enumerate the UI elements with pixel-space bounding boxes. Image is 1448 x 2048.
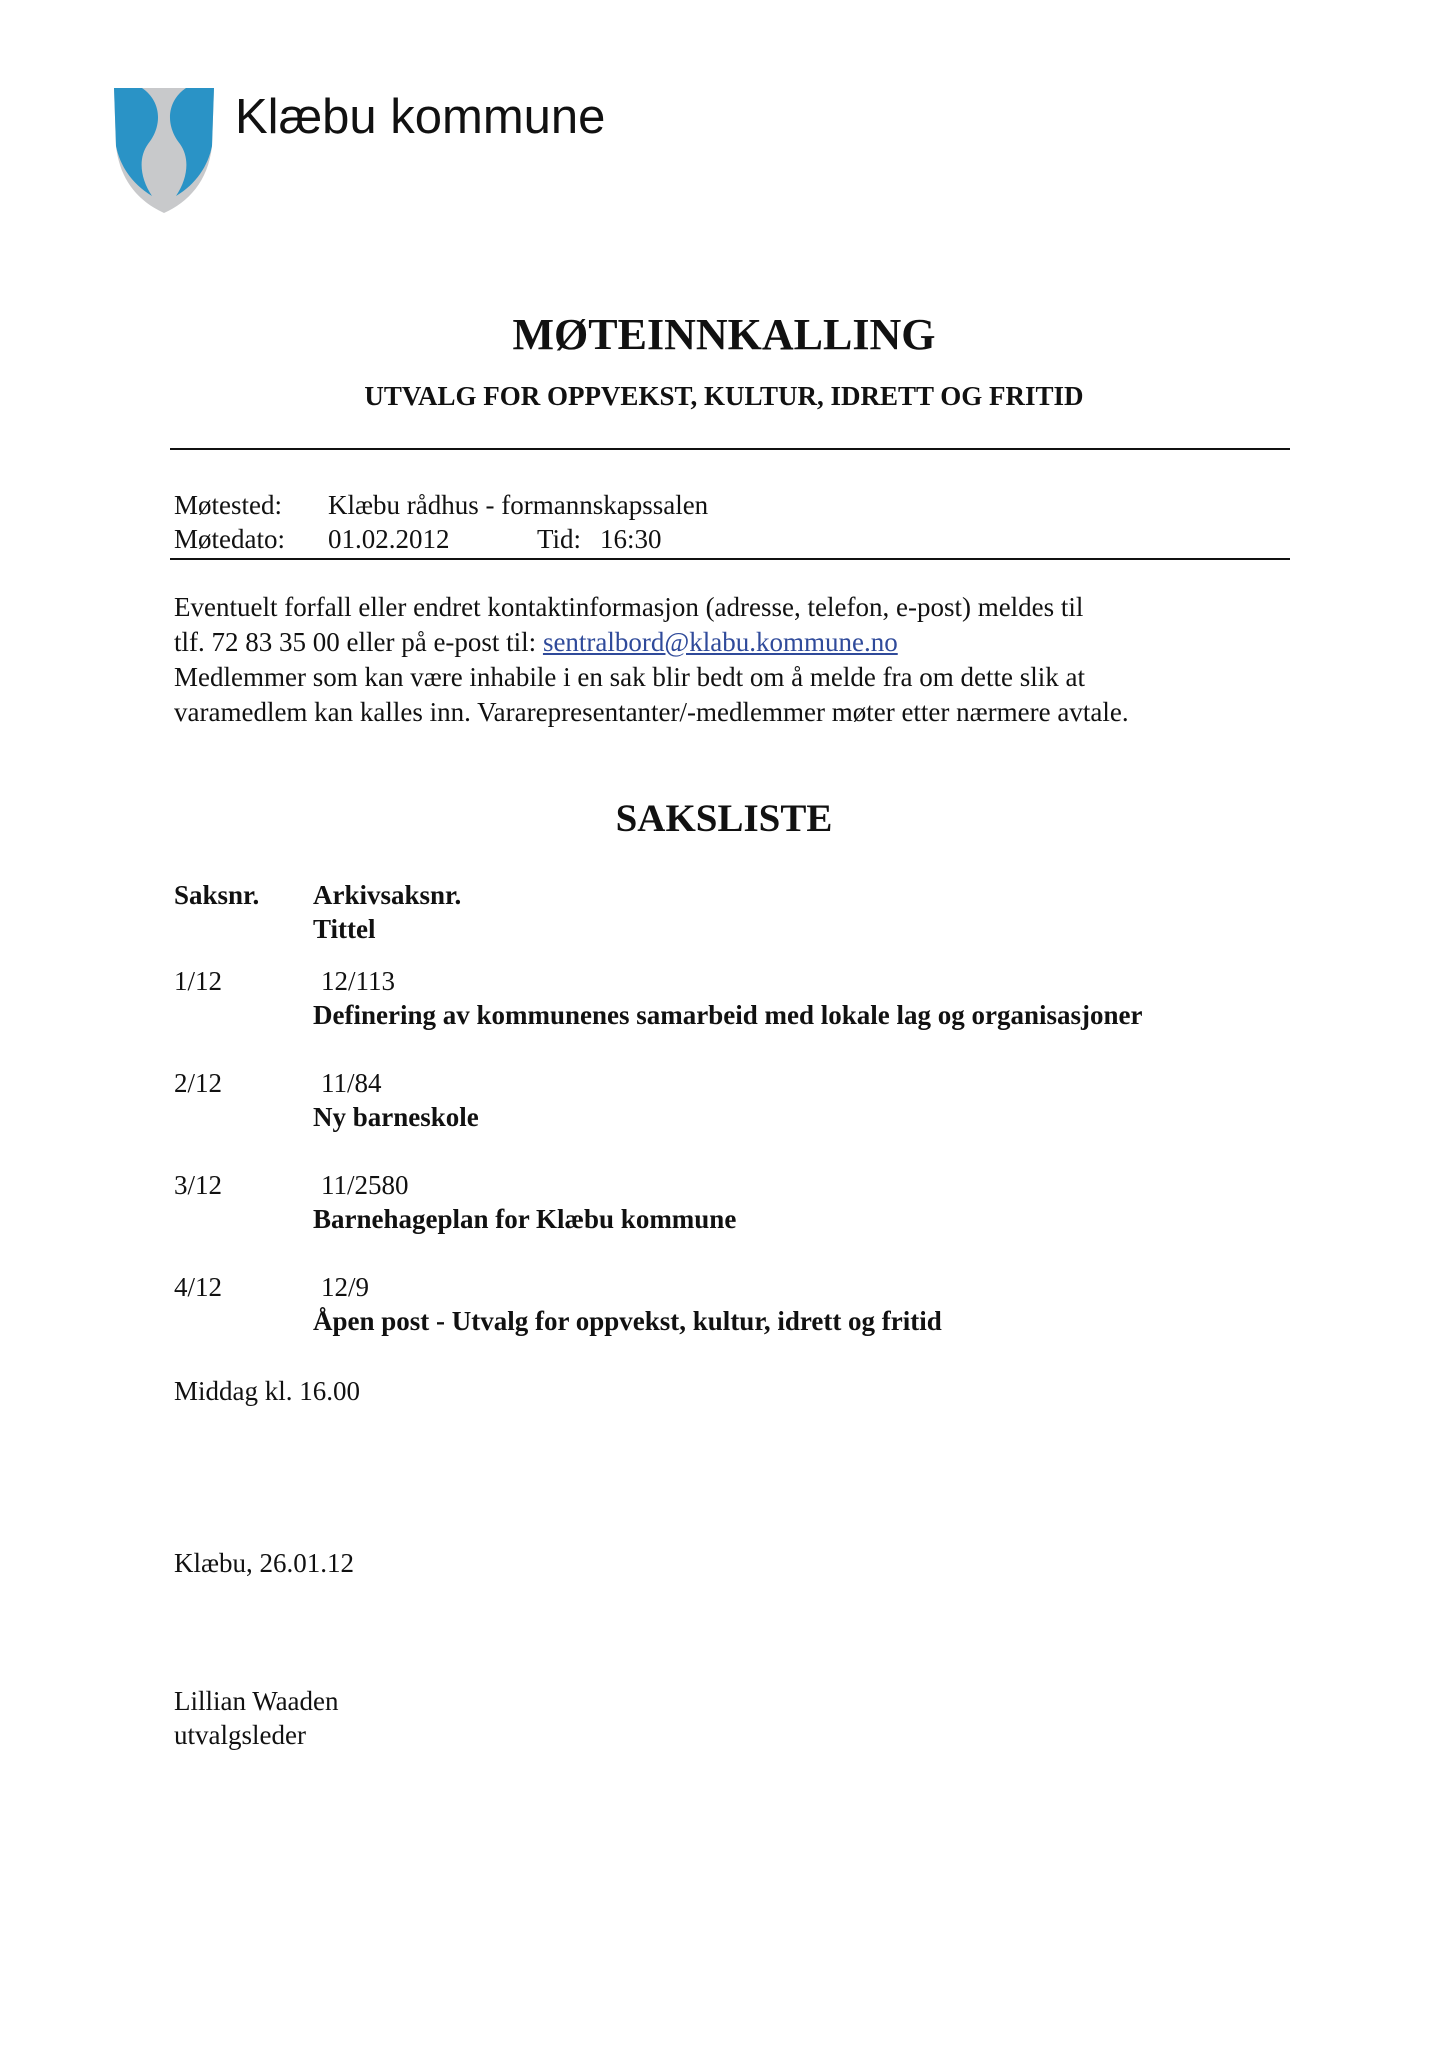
info-line-3: Medlemmer som kan være inhabile i en sak blir bedt om å melde fra om dette slik at — [174, 662, 1085, 692]
meeting-date-value: 01.02.2012 — [328, 524, 450, 554]
municipality-name: Klæbu kommune — [235, 90, 606, 144]
arkivsaksnr: 11/2580 — [321, 1170, 409, 1200]
meeting-time-label: Tid: — [537, 524, 582, 554]
sak-tittel: Definering av kommunenes samarbeid med lokale lag og organisasjoner — [313, 1000, 1143, 1030]
arkivsaksnr: 11/84 — [321, 1068, 382, 1098]
col-header-tittel: Tittel — [313, 914, 376, 944]
sak-tittel: Åpen post - Utvalg for oppvekst, kultur, idrett og fritid — [313, 1306, 942, 1336]
info-line-2-prefix: tlf. 72 83 35 00 eller på e-post til: — [174, 627, 543, 657]
saksnr: 2/12 — [174, 1068, 223, 1098]
contact-info-paragraph — [174, 590, 1294, 730]
divider-top — [170, 448, 1290, 450]
info-line-1: Eventuelt forfall eller endret kontaktinformasjon (adresse, telefon, e-post) meldes til — [174, 592, 1084, 622]
col-header-arkivsaksnr: Arkivsaksnr. — [313, 880, 462, 910]
signer-title: utvalgsleder — [174, 1720, 306, 1750]
col-header-saksnr: Saksnr. — [174, 880, 260, 910]
dinner-note: Middag kl. 16.00 — [174, 1376, 360, 1406]
info-line-2 — [174, 625, 1294, 660]
arkivsaksnr: 12/9 — [321, 1272, 370, 1302]
document-title: MØTEINNKALLING — [512, 310, 936, 359]
signer-name: Lillian Waaden — [174, 1686, 339, 1716]
meeting-time-value: 16:30 — [600, 524, 662, 554]
info-line-4: varamedlem kan kalles inn. Vararepresentanter/-medlemmer møter etter nærmere avtale. — [174, 697, 1129, 727]
email-link[interactable]: sentralbord@klabu.kommune.no — [542, 627, 898, 657]
meeting-date-label: Møtedato: — [174, 524, 285, 554]
saksnr: 3/12 — [174, 1170, 223, 1200]
arkivsaksnr: 12/113 — [321, 966, 395, 996]
place-date: Klæbu, 26.01.12 — [174, 1548, 355, 1578]
meeting-place-label: Møtested: — [174, 490, 282, 520]
saksnr: 1/12 — [174, 966, 223, 996]
divider-meta — [170, 558, 1290, 560]
klaebu-coat-of-arms-icon — [112, 86, 216, 214]
sak-tittel: Ny barneskole — [313, 1102, 479, 1132]
document-subtitle: UTVALG FOR OPPVEKST, KULTUR, IDRETT OG FRITID — [364, 381, 1084, 411]
sak-tittel: Barnehageplan for Klæbu kommune — [313, 1204, 737, 1234]
meeting-place-value: Klæbu rådhus - formannskapssalen — [328, 490, 709, 520]
saksliste-heading: SAKSLISTE — [615, 797, 833, 840]
saksnr: 4/12 — [174, 1272, 223, 1302]
